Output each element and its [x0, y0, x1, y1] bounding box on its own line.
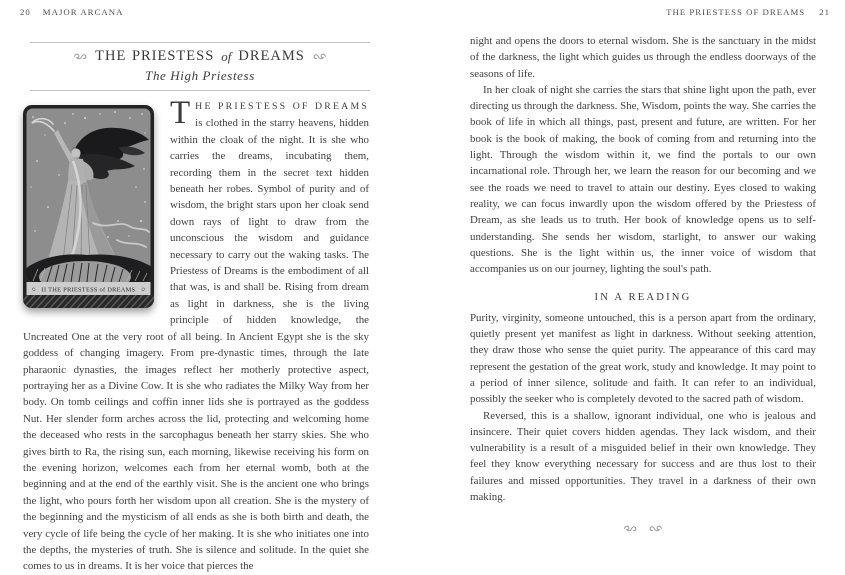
chapter-title-of: of — [221, 48, 232, 64]
in-a-reading-heading: IN A READING — [594, 292, 692, 304]
fleuron-icon — [312, 52, 327, 61]
paragraph: In her cloak of night she carries the stars that shine light upon the path, ever directing us through the darkness. She, Wisdom, points the way. She carries the book of life in which all things, past, present and future, are written. For her book is the book of making, the book of coming from and returning into the light. Through the wisdom within it, we find the portals to our own incarnational role. Through her, we learn the reason for our becoming and we see the roads we need to travel to attain our destiny. Eyes closed to waking reality, we can focus inwardly upon the wisdom offered by the Priestess of Dream, as she leads us to truth. Her book of knowledge opens us to self-understanding. She sends her wisdom, starlight, to answer our waking questions. She is the light within us, the inner voice of wisdom that accompanies us on our journey, lighting the soul's path. — [470, 83, 816, 276]
running-head-right — [666, 7, 830, 17]
tarot-card — [23, 98, 170, 318]
card-caption: II THE PRIESTESS of DREAMS — [41, 286, 136, 294]
lead-in-small-caps: HE PRIESTESS OF DREAMS — [195, 101, 369, 112]
paragraph: Purity, virginity, someone untouched, this is a person apart from the ordinary, quietly present yet manifest as light in darkness. Without seeking attention, they draw those who sense the quiet purity. The appearance of this card may represent the gestation of the great work, study and knowledge. It may point to a period of inner silence, solitude and faith. It can refer to an individual, possibly the seeker who is completely devoted to the sacred path of wisdom. — [470, 311, 816, 406]
card-caption-banner — [27, 282, 151, 295]
right-page — [470, 33, 816, 533]
chapter-title — [30, 48, 370, 65]
fleuron-icon — [73, 52, 88, 61]
left-page — [23, 95, 369, 575]
page-number-left: 20 — [20, 7, 31, 17]
end-ornament — [470, 524, 816, 533]
card-bottom-band — [23, 295, 154, 308]
chapter-heading — [30, 48, 370, 84]
running-head-left — [20, 7, 123, 17]
heading-rule-top — [30, 42, 370, 43]
chapter-title-text2: DREAMS — [238, 48, 305, 64]
chapter-subtitle: The High Priestess — [145, 68, 255, 83]
paragraph: Reversed, this is a shallow, ignorant individual, one who is jealous and insincere. Their quiet covers hidden agendas. They lack wisdom, and their vulnerability is a result of a misguided belief in their own knowledge. They feel they know everything necessary for success and are thus lost to their failures and missed opportunities. They travel in a darkness of their own making. — [470, 409, 816, 504]
chapter-title-text: THE PRIESTESS — [95, 48, 215, 64]
heading-rule-bottom — [30, 90, 370, 91]
left-page-paragraph: is clothed in the starry heavens, hidden within the cloak of the night. It is she who carries the dreams, incubating them, recording them in the secret text hidden beneath her robes. Symbol of purity and of wisdom, the bright stars upon her cloak send down rays of light to draw from the unconscious the wisdom and guidance necessary to carry out the waking tasks. The Priestess of Dreams is the embodiment of all that was, is and shall be. Rising from dream as light in darkness, she is the living principle of hidden knowledge, the Uncreated One at the very root of all being. In Ancient Egypt she is the sky goddess of changing imagery. From pre-dynastic times, through the late pharaonic dynasties, the images reflect her motherly protective aspect, portraying her as a Divine Cow. It is she who radiates the Milky Way from her body. On tomb ceilings and coffin inner lids she is portrayed as the goddess Nut. Her slender form arches across the lid, protecting and welcoming home the deceased who rests in the sarcophagus beneath her starry skies. She who gives birth to Ra, the rising sun, each morning, likewise receiving his form on the evening horizon, welcomes each from her eternal womb, both at the beginning and at the end of the earthly visit. She is the ancient one who brings the light, who pours forth her wisdom upon all creation. She is the mystery of the beginning and the mysticism of all ends as she is both birth and death, the very cycle of life being the cycle of her making. It is she who initiates one into the depths, the mysteries of truth. She is silence and solitude. In the quiet she comes to us in dreams. It is her voice that pierces the — [23, 117, 369, 573]
priestess-head — [71, 148, 80, 157]
drop-cap: T — [170, 95, 191, 131]
page-number-right: 21 — [819, 7, 830, 17]
fleuron-icon — [648, 524, 663, 533]
paragraph: night and opens the doors to eternal wisdom. She is the sanctuary in the midst of the darkness, the light which guides us through the endless doorways of the seasons of life. — [470, 35, 816, 80]
tarot-card-illustration — [23, 105, 154, 308]
running-head-left-title: MAJOR ARCANA — [42, 7, 124, 17]
fleuron-icon — [623, 524, 638, 533]
running-head-right-title: THE PRIESTESS OF DREAMS — [666, 7, 806, 17]
